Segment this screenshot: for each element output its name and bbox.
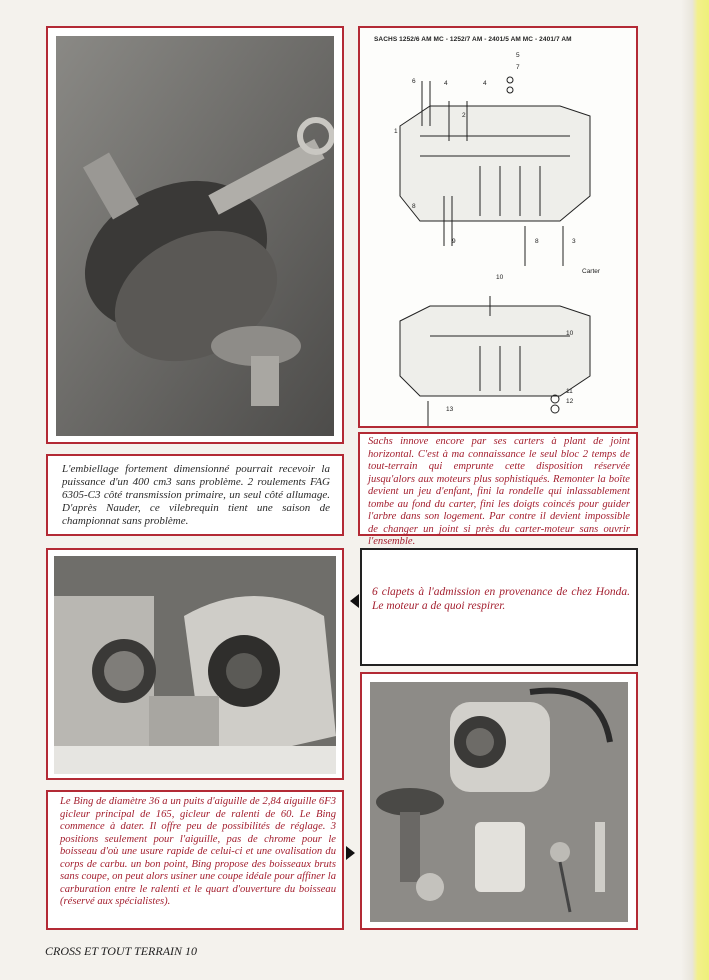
carter-diagram	[360, 46, 636, 426]
diagram-title: SACHS 1252/6 AM MC - 1252/7 AM - 2401/5 AM MC - 2401/7 AM	[374, 36, 572, 43]
crankshaft-caption-box	[46, 454, 344, 536]
engine-photo	[54, 556, 336, 774]
carter-caption-box	[358, 432, 638, 547]
part-label-3: 6	[412, 78, 416, 85]
part-label-4b: 4	[483, 80, 487, 87]
bing-caption: Le Bing de diamètre 36 a un puits d'aiguille de 2,84 aiguille 6F3 gicleur principal de 165, gicleur de ralenti de 60. Le Bing commence à dater. Il offre peu de possibilités de réglage. 3 positions seulement pour l'aiguille, pas de chrome pour le boisseau d'où une usure rapide de celui-ci et une ovalisation du corps de carbu. un bon point, Bing propose des boisseaux bruts sans coupe, on peut alors usiner une coupe idéale pour affiner la carburation entre le ralenti et le quart d'ouverture du boisseau (réservé aux spécialistes).	[60, 796, 336, 907]
part-label-12: 12	[566, 398, 574, 405]
clapets-caption: 6 clapets à l'admission en provenance de chez Honda. Le moteur a de quoi respirer.	[372, 586, 630, 612]
part-label-8b: 8	[535, 238, 539, 245]
page-footer: CROSS ET TOUT TERRAIN 10	[45, 944, 198, 958]
part-label-9: 9	[452, 238, 456, 245]
part-label-4a: 4	[444, 80, 448, 87]
carburetor-photo-frame	[360, 672, 638, 930]
clapets-arrow-icon	[350, 594, 359, 608]
clapets-caption-box	[360, 548, 638, 666]
engine-photo-frame	[46, 548, 344, 780]
page-edge	[681, 0, 709, 980]
part-label-13: 13	[446, 406, 454, 413]
carter-caption: Sachs innove encore par ses carters à plant de joint horizontal. C'est à ma connaissance le seul bloc 2 temps de tout-terrain qui emprunte cette disposition réservée jusqu'alors aux moteurs plus sophistiqués. Remonter la boîte devient un jeu d'enfant, fini la rondelle qui inlassablement tombe au fond du carter, fini les doigts coincés pour guider l'arbre dans son logement. Par contre il devient impossible de changer un joint si près du carter-moteur sans ouvrir l'ensemble.	[368, 436, 630, 547]
crankshaft-caption: L'embiellage fortement dimensionné pourrait recevoir la puissance d'un 400 cm3 sans problème. 2 roulements FAG 6305-C3 côté transmission primaire, un seul côté allumage. D'après Nauder, ce vilebrequin tient une saison de championnat sans problème.	[62, 463, 330, 527]
part-label-7: 3	[572, 238, 576, 245]
carter-label: Carter	[582, 268, 601, 275]
part-label-8a: 8	[412, 203, 416, 210]
part-label-10b: 10	[566, 330, 574, 337]
crankshaft-photo-frame	[46, 26, 344, 444]
part-label-10a: 10	[496, 274, 504, 281]
part-label-5: 5	[516, 52, 520, 59]
carter-diagram-frame	[358, 26, 638, 428]
bing-arrow-icon	[346, 846, 355, 860]
crankshaft-photo	[56, 36, 334, 436]
bing-caption-box	[46, 790, 344, 930]
part-label-2: 2	[462, 112, 466, 119]
part-label-6: 7	[516, 64, 520, 71]
part-label-1: 1	[394, 128, 398, 135]
carburetor-photo	[370, 682, 628, 922]
part-label-11: 11	[566, 388, 573, 395]
